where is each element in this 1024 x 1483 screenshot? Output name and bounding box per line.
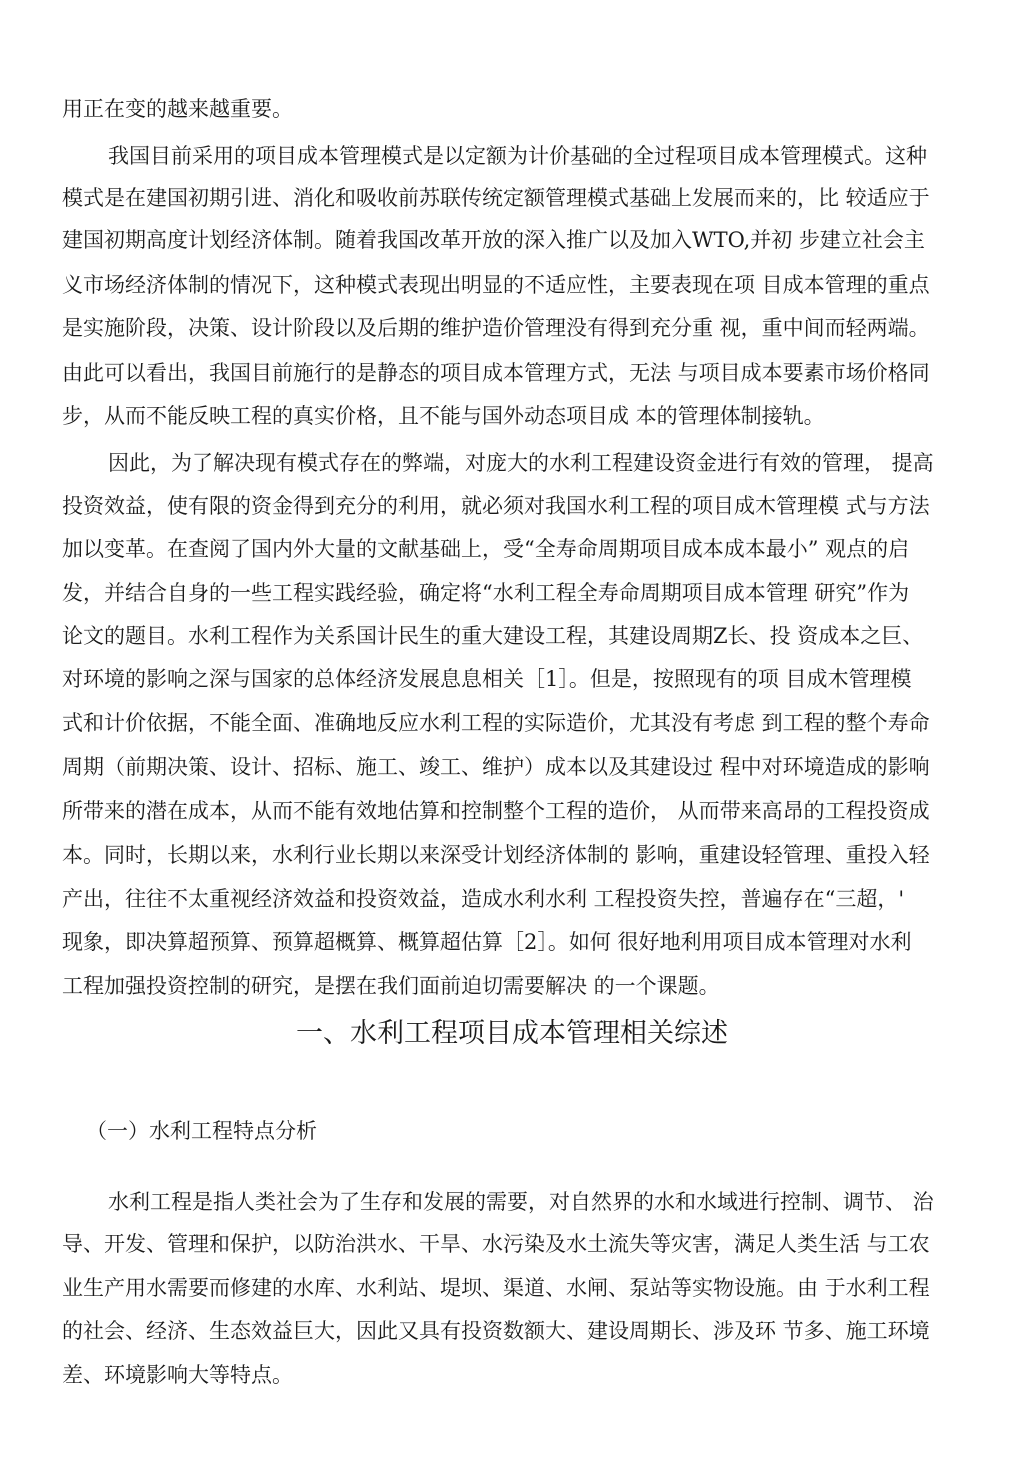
- paragraph-line: 工程加强投资控制的研究，是摆在我们面前迫切需要解决 的一个课题。: [62, 974, 720, 998]
- paragraph-line: 用正在变的越来越重要。: [62, 97, 293, 121]
- paragraph-line: 现象，即决算超预算、预算超概算、概算超估算［2］。如何 很好地利用项目成本管理对水利: [62, 930, 912, 954]
- paragraph-line: 由此可以看出，我国目前施行的是静态的项目成本管理方式，无法 与项目成本要素市场价格同: [62, 361, 930, 385]
- subsection-heading: （一）水利工程特点分析: [86, 1119, 317, 1143]
- paragraph-line: 本。同时，长期以来，水利行业长期以来深受计划经济体制的 影响，重建设轻管理、重投入轻: [62, 843, 930, 867]
- paragraph-line: 义市场经济体制的情况下，这种模式表现出明显的不适应性，主要表现在项 目成本管理的重点: [62, 273, 930, 297]
- paragraph-line: 业生产用水需要而修建的水库、水利站、堤坝、渠道、水闸、泵站等实物设施。由 于水利工程: [62, 1276, 930, 1300]
- paragraph-line: 发，并结合自身的一些工程实践经验，确定将“水利工程全寿命周期项目成本管理 研究”作为: [62, 581, 910, 605]
- paragraph-line: 因此，为了解决现有模式存在的弊端，对庞大的水利工程建设资金进行有效的管理， 提高: [108, 451, 934, 475]
- paragraph-line: 产出，往往不太重视经济效益和投资效益，造成水利水利 工程投资失控，普遍存在“三超，': [62, 887, 905, 911]
- paragraph-line: 投资效益，使有限的资金得到充分的利用，就必须对我国水利工程的项目成木管理模 式与方法: [62, 494, 930, 518]
- paragraph-line: 周期（前期决策、设计、招标、施工、竣工、维护）成本以及其建设过 程中对环境造成的影响: [62, 755, 930, 779]
- paragraph-line: 水利工程是指人类社会为了生存和发展的需要，对自然界的水和水域进行控制、调节、 治: [108, 1190, 934, 1214]
- paragraph-line: 导、开发、管理和保护，以防治洪水、干旱、水污染及水土流失等灾害，满足人类生活 与工农: [62, 1232, 930, 1256]
- paragraph-line: 是实施阶段，决策、设计阶段以及后期的维护造价管理没有得到充分重 视，重中间而轻两端。: [62, 316, 930, 340]
- paragraph-line: 所带来的潜在成本，从而不能有效地估算和控制整个工程的造价， 从而带来高昂的工程投资成: [62, 799, 930, 823]
- paragraph-line: 论文的题目。水利工程作为关系国计民生的重大建设工程，其建设周期Z长、投 资成本之巨、: [62, 624, 924, 648]
- paragraph-line: 我国目前采用的项目成本管理模式是以定额为计价基础的全过程项目成本管理模式。这种: [108, 144, 927, 168]
- paragraph-line: 建国初期高度计划经济体制。随着我国改革开放的深入推广以及加入WTO,并初 步建立社会主: [62, 228, 925, 252]
- paragraph-line: 对环境的影响之深与国家的总体经济发展息息相关［1］。但是，按照现有的项 目成木管理模: [62, 667, 912, 691]
- paragraph-line: 的社会、经济、生态效益巨大，因此又具有投资数额大、建设周期长、涉及环 节多、施工环境: [62, 1319, 930, 1343]
- paragraph-line: 式和计价依据，不能全面、准确地反应水利工程的实际造价，尤其没有考虑 到工程的整个寿命: [62, 711, 930, 735]
- paragraph-line: 加以变革。在查阅了国内外大量的文献基础上，受“全寿命周期项目成本成本最小” 观点的启: [62, 537, 910, 561]
- paragraph-line: 步，从而不能反映工程的真实价格，且不能与国外动态项目成 本的管理体制接轨。: [62, 404, 825, 428]
- paragraph-line: 模式是在建国初期引进、消化和吸收前苏联传统定额管理模式基础上发展而来的，比 较适应于: [62, 186, 930, 210]
- section-heading: 一、水利工程项目成本管理相关综述: [296, 1018, 728, 1049]
- paragraph-line: 差、环境影响大等特点。: [62, 1363, 293, 1387]
